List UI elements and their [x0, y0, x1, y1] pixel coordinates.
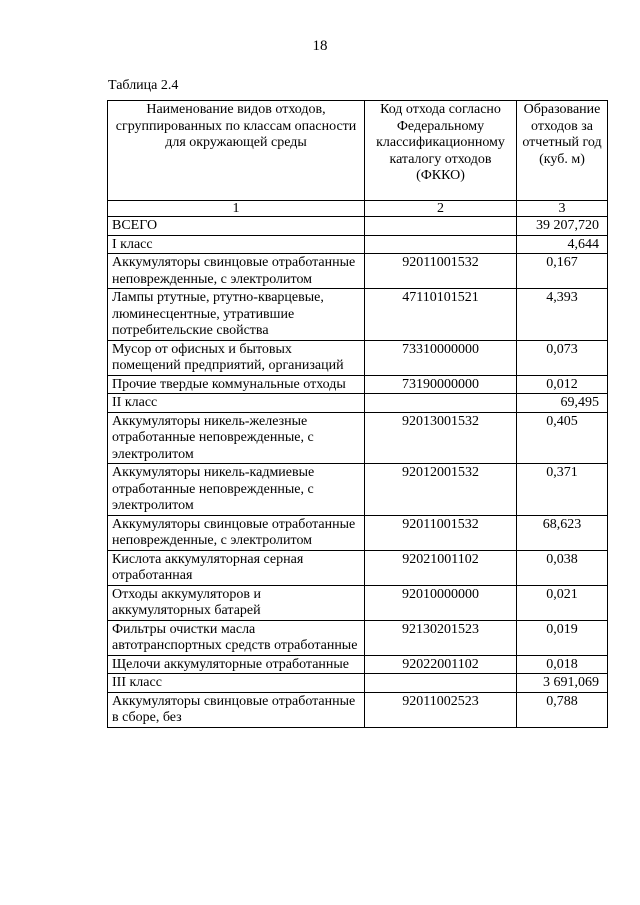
- volume-cell: 0,021: [517, 585, 608, 620]
- table-body: [108, 217, 608, 728]
- fkko-code-cell: 92010000000: [365, 585, 517, 620]
- column-number: 3: [517, 201, 608, 217]
- table-row: [108, 655, 608, 674]
- waste-name-cell: Кислота аккумуляторная серная отработанная: [108, 550, 365, 585]
- page-number: 18: [312, 38, 328, 54]
- waste-name-cell: Лампы ртутные, ртутно-кварцевые, люминесцентные, утратившие потребительские свойства: [108, 289, 365, 341]
- table-row: [108, 585, 608, 620]
- fkko-code-cell: 47110101521: [365, 289, 517, 341]
- volume-cell: 69,495: [517, 394, 608, 413]
- fkko-code-cell: [365, 674, 517, 693]
- waste-name-cell: II класс: [108, 394, 365, 413]
- volume-cell: 0,788: [517, 692, 608, 727]
- fkko-code-cell: [365, 394, 517, 413]
- column-number-row: [108, 201, 608, 217]
- waste-name-cell: Прочие твердые коммунальные отходы: [108, 375, 365, 394]
- table-row: [108, 464, 608, 516]
- table-row: [108, 550, 608, 585]
- total-row: [108, 217, 608, 236]
- volume-cell: 0,019: [517, 620, 608, 655]
- waste-name-cell: Фильтры очистки масла автотранспортных средств отработанные: [108, 620, 365, 655]
- hazard-class-row: [108, 235, 608, 254]
- volume-cell: 3 691,069: [517, 674, 608, 693]
- fkko-code-cell: 92011001532: [365, 515, 517, 550]
- column-number: 1: [108, 201, 365, 217]
- volume-cell: 39 207,720: [517, 217, 608, 236]
- waste-name-cell: Мусор от офисных и бытовых помещений предприятий, организаций: [108, 340, 365, 375]
- header-annual-volume: Образование отходов за отчетный год (куб. м): [517, 101, 608, 201]
- table-row: [108, 340, 608, 375]
- hazard-class-row: [108, 674, 608, 693]
- waste-name-cell: Аккумуляторы свинцовые отработанные неповрежденные, с электролитом: [108, 515, 365, 550]
- hazard-class-row: [108, 394, 608, 413]
- waste-name-cell: I класс: [108, 235, 365, 254]
- header-waste-name: Наименование видов отходов, сгруппированных по классам опасности для окружающей среды: [108, 101, 365, 201]
- waste-name-cell: Отходы аккумуляторов и аккумуляторных батарей: [108, 585, 365, 620]
- waste-name-cell: Щелочи аккумуляторные отработанные: [108, 655, 365, 674]
- table-row: [108, 692, 608, 727]
- table-row: [108, 254, 608, 289]
- table-caption: Таблица 2.4: [108, 78, 179, 93]
- table-header-row: [108, 101, 608, 201]
- table-row: [108, 375, 608, 394]
- waste-name-cell: III класс: [108, 674, 365, 693]
- table-row: [108, 620, 608, 655]
- waste-name-cell: Аккумуляторы никель-кадмиевые отработанные неповрежденные, с электролитом: [108, 464, 365, 516]
- waste-name-cell: Аккумуляторы свинцовые отработанные в сборе, без: [108, 692, 365, 727]
- waste-name-cell: Аккумуляторы свинцовые отработанные неповрежденные, с электролитом: [108, 254, 365, 289]
- volume-cell: 0,073: [517, 340, 608, 375]
- column-number: 2: [365, 201, 517, 217]
- volume-cell: 4,644: [517, 235, 608, 254]
- fkko-code-cell: 92130201523: [365, 620, 517, 655]
- volume-cell: 68,623: [517, 515, 608, 550]
- table-row: [108, 289, 608, 341]
- fkko-code-cell: 92011001532: [365, 254, 517, 289]
- volume-cell: 0,018: [517, 655, 608, 674]
- header-fkko-code: Код отхода согласно Федеральному классификационному каталогу отходов (ФККО): [365, 101, 517, 201]
- fkko-code-cell: 92022001102: [365, 655, 517, 674]
- fkko-code-cell: 92012001532: [365, 464, 517, 516]
- fkko-code-cell: 92011002523: [365, 692, 517, 727]
- volume-cell: 0,012: [517, 375, 608, 394]
- volume-cell: 0,038: [517, 550, 608, 585]
- fkko-code-cell: [365, 235, 517, 254]
- fkko-code-cell: 73190000000: [365, 375, 517, 394]
- fkko-code-cell: 73310000000: [365, 340, 517, 375]
- fkko-code-cell: [365, 217, 517, 236]
- fkko-code-cell: 92013001532: [365, 412, 517, 464]
- volume-cell: 4,393: [517, 289, 608, 341]
- fkko-code-cell: 92021001102: [365, 550, 517, 585]
- table-row: [108, 515, 608, 550]
- table-row: [108, 412, 608, 464]
- waste-name-cell: ВСЕГО: [108, 217, 365, 236]
- volume-cell: 0,405: [517, 412, 608, 464]
- volume-cell: 0,371: [517, 464, 608, 516]
- waste-name-cell: Аккумуляторы никель-железные отработанные неповрежденные, с электролитом: [108, 412, 365, 464]
- waste-table: [107, 100, 608, 728]
- volume-cell: 0,167: [517, 254, 608, 289]
